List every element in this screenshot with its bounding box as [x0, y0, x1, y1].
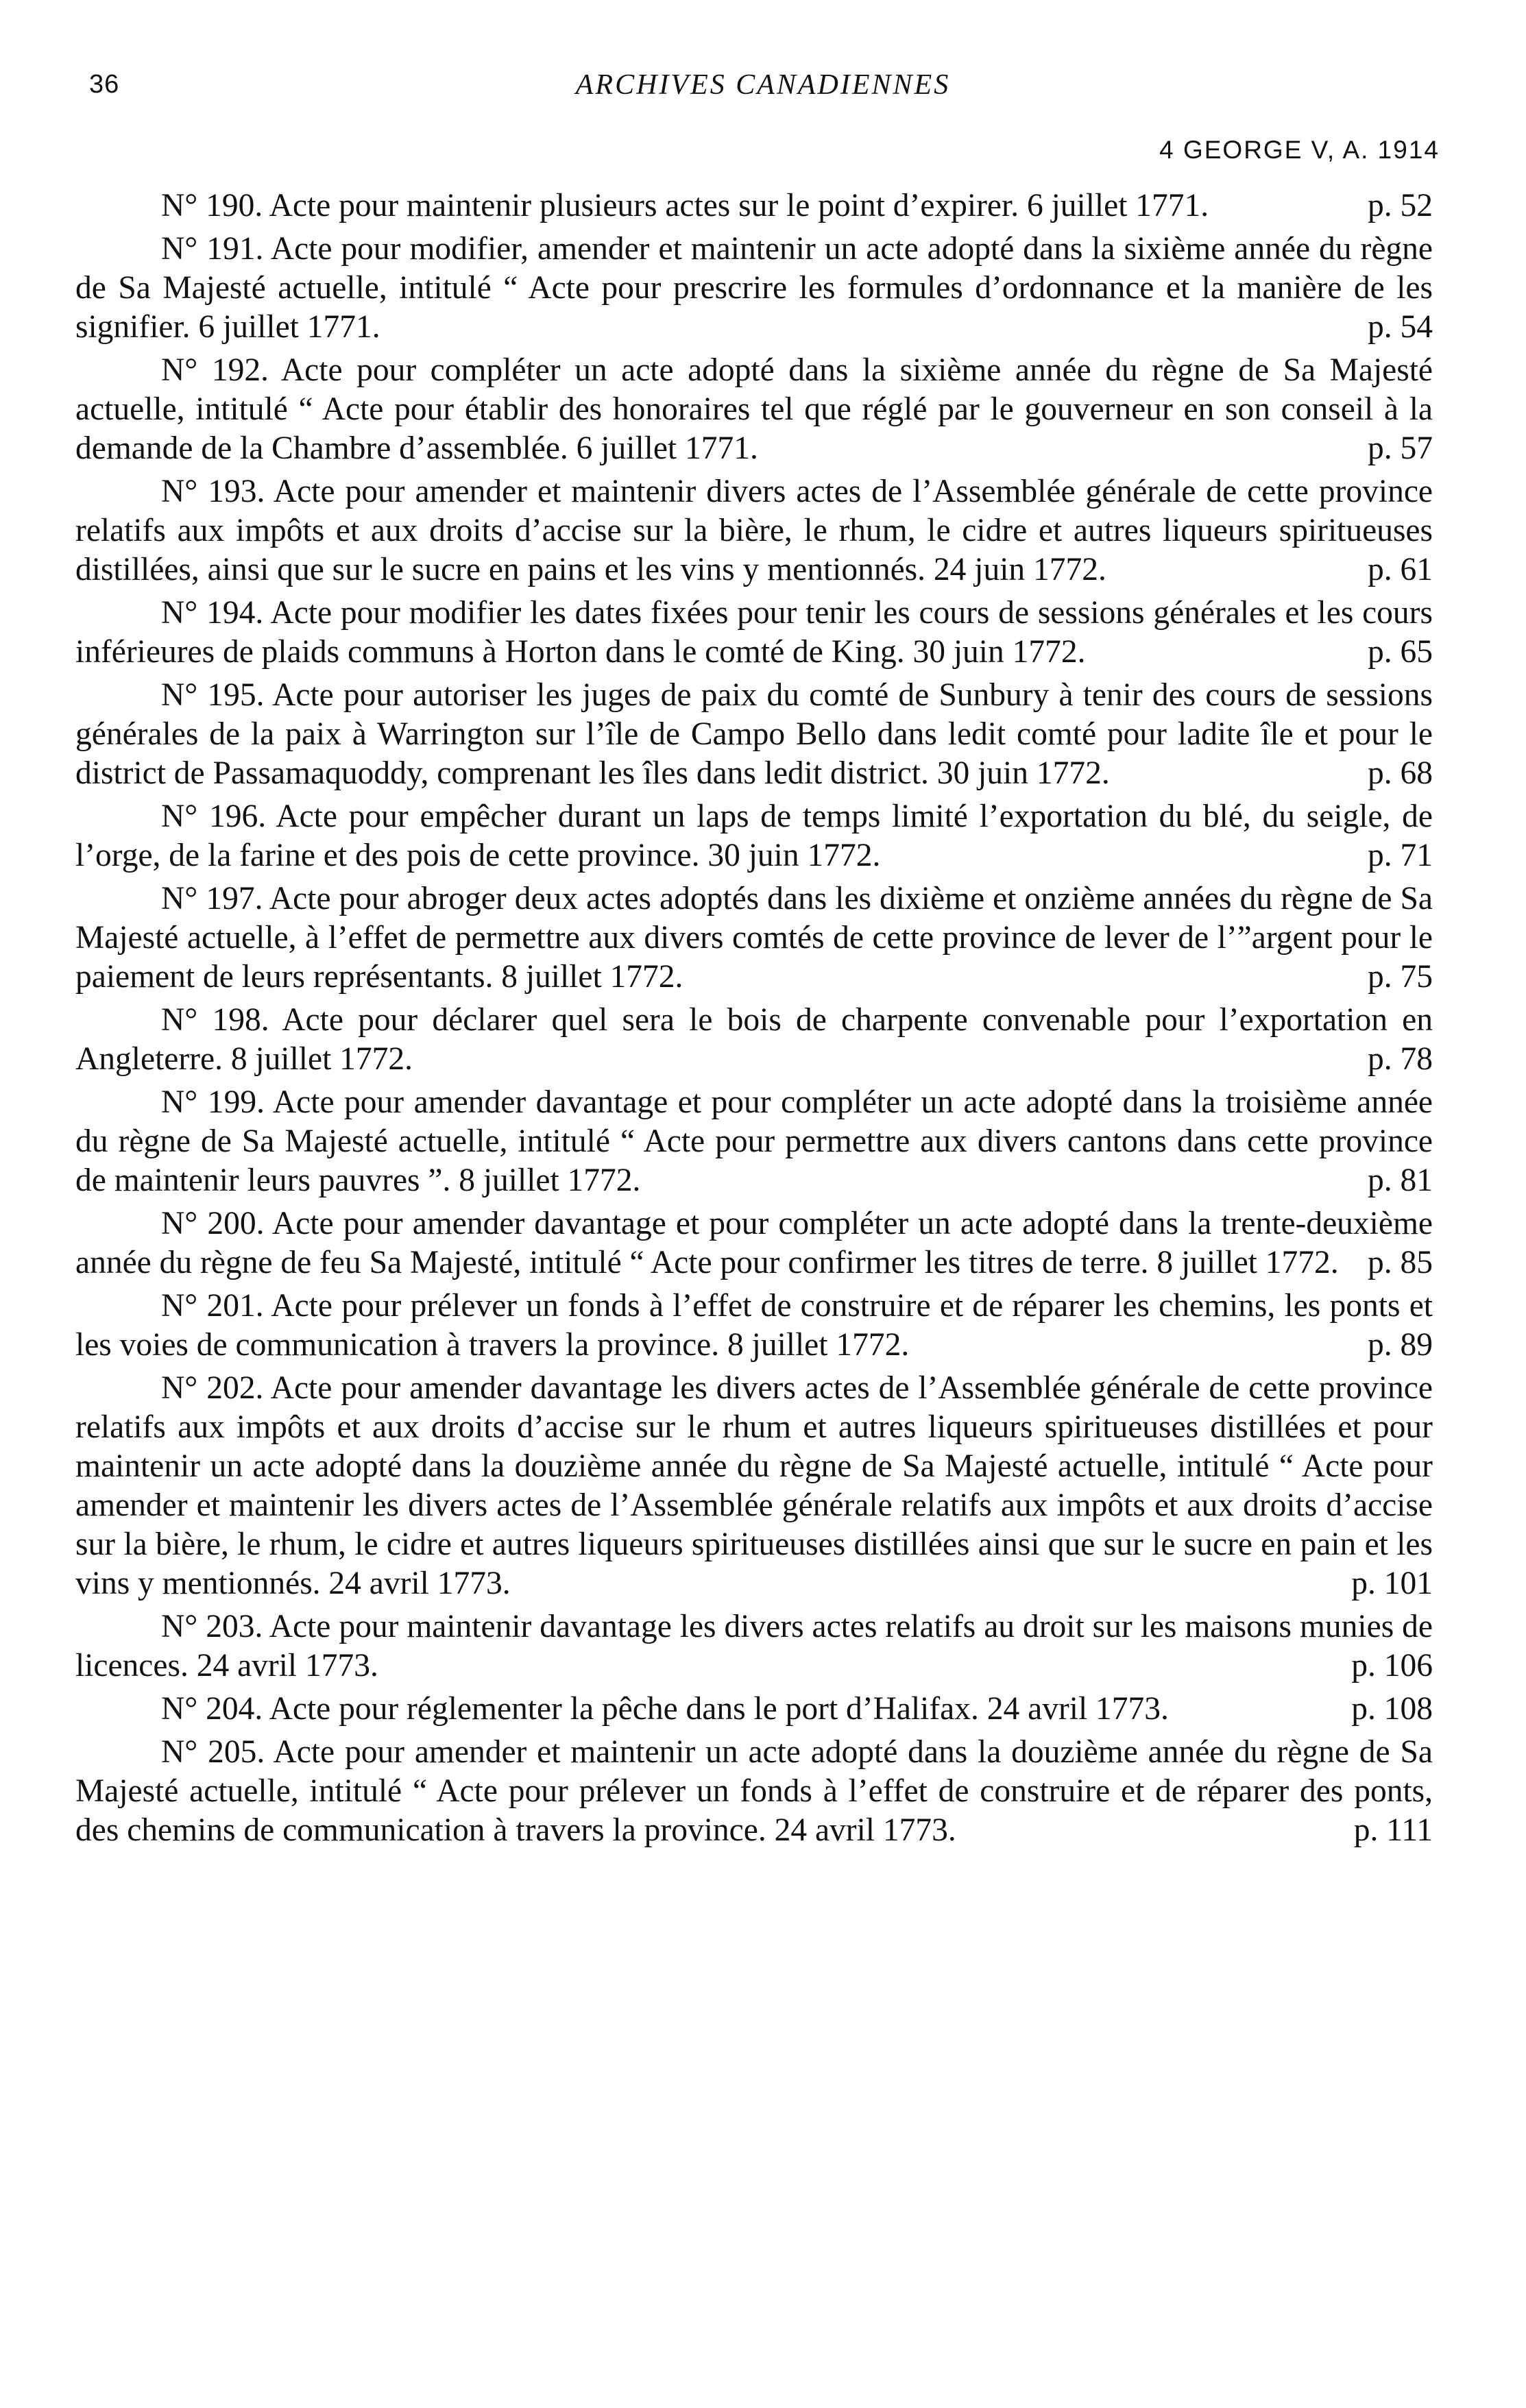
- act-entry: [75, 1607, 1433, 1686]
- act-page-reference: p. 57: [1368, 430, 1433, 466]
- act-description: Acte pour empêcher durant un laps de temps limité l’exportation du blé, du seigle, de l’orge, de la farine et des pois de cette province. 30 juin 1772.: [75, 799, 1433, 873]
- act-number: N° 197.: [161, 881, 263, 916]
- act-description: Acte pour amender davantage et pour compléter un acte adopté dans la troisième année du règne de Sa Majesté actuelle, intitulé “ Acte pour permettre aux divers cantons dans cette province de maintenir leurs pauvres ”. 8 juillet 1772.: [75, 1084, 1433, 1198]
- act-number: N° 205.: [161, 1734, 265, 1770]
- act-page-reference: p. 54: [1368, 309, 1433, 345]
- act-entry: [75, 230, 1433, 347]
- act-page-reference: p. 89: [1368, 1327, 1433, 1363]
- act-entry: [75, 1690, 1433, 1729]
- act-number: N° 190.: [161, 188, 263, 223]
- act-entry: [75, 351, 1433, 468]
- act-number: N° 204.: [161, 1691, 263, 1727]
- act-entry: [75, 676, 1433, 793]
- act-description: Acte pour amender et maintenir divers actes de l’Assemblée générale de cette province relatifs aux impôts et aux droits d’accise sur la bière, le rhum, le cidre et autres liqueurs spiritueuses distillées, ainsi que sur le sucre en pains et les vins y mentionnés. 24 juin 1772.: [75, 474, 1433, 587]
- act-page-reference: p. 65: [1368, 634, 1433, 670]
- act-description: Acte pour prélever un fonds à l’effet de construire et de réparer les chemins, les ponts et les voies de communication à travers la province. 8 juillet 1772.: [75, 1288, 1433, 1363]
- act-page-reference: p. 52: [1368, 188, 1433, 223]
- act-page-reference: p. 78: [1368, 1041, 1433, 1077]
- act-page-reference: p. 85: [1368, 1245, 1433, 1280]
- act-entry: [75, 594, 1433, 672]
- act-entry: [75, 472, 1433, 589]
- act-description: Acte pour amender davantage et pour compléter un acte adopté dans la trente-deuxième année du règne de feu Sa Majesté, intitulé “ Acte pour confirmer les titres de terre. 8 juillet 1772.: [75, 1206, 1433, 1280]
- act-description: Acte pour maintenir davantage les divers actes relatifs au droit sur les maisons munies de licences. 24 avril 1773.: [75, 1609, 1433, 1683]
- act-description: Acte pour amender et maintenir un acte adopté dans la douzième année du règne de Sa Majesté actuelle, intitulé “ Acte pour prélever un fonds à l’effet de construire et de réparer des ponts, des chemins de communication à travers la province. 24 avril 1773.: [75, 1734, 1433, 1848]
- act-number: N° 198.: [161, 1002, 269, 1038]
- act-number: N° 194.: [161, 595, 264, 631]
- act-description: Acte pour réglementer la pêche dans le port d’Halifax. 24 avril 1773.: [269, 1691, 1169, 1727]
- running-title: ARCHIVES CANADIENNES: [575, 69, 951, 101]
- act-entry: [75, 1733, 1433, 1850]
- act-entry: [75, 1001, 1433, 1079]
- act-description: Acte pour amender davantage les divers actes de l’Assemblée générale de cette province relatifs aux impôts et aux droits d’accise sur le rhum et autres liqueurs spiritueuses distillées et pour maintenir un acte adopté dans la douzième année du règne de Sa Majesté actuelle, intitulé “ Acte pour amender et maintenir les divers actes de l’Assemblée générale relatifs aux impôts et aux droits d’accise sur la bière, le rhum, le cidre et autres liqueurs spiritueuses distillées ainsi que sur le sucre en pain et les vins y mentionnés. 24 avril 1773.: [75, 1370, 1433, 1601]
- act-number: N° 191.: [161, 231, 264, 267]
- act-entry: [75, 1287, 1433, 1365]
- act-number: N° 199.: [161, 1084, 265, 1120]
- act-description: Acte pour autoriser les juges de paix du comté de Sunbury à tenir des cours de sessions générales de la paix à Warrington sur l’île de Campo Bello dans ledit comté pour ladite île et pour le district de Passamaquoddy, comprenant les îles dans ledit district. 30 juin 1772.: [75, 677, 1433, 791]
- act-entry: [75, 797, 1433, 875]
- act-number: N° 202.: [161, 1370, 264, 1406]
- act-entry: [75, 1083, 1433, 1200]
- act-entry: [75, 879, 1433, 997]
- act-page-reference: p. 61: [1368, 552, 1433, 587]
- act-entry: [75, 186, 1433, 226]
- act-description: Acte pour abroger deux actes adoptés dans les dixième et onzième années du règne de Sa Majesté actuelle, à l’effet de permettre aux divers comtés de cette province de lever de l’”argent pour le paiement de leurs représentants. 8 juillet 1772.: [75, 881, 1433, 995]
- act-entry: [75, 1204, 1433, 1282]
- act-description: Acte pour déclarer quel sera le bois de charpente convenable pour l’exportation en Angleterre. 8 juillet 1772.: [75, 1002, 1433, 1077]
- act-list: [75, 186, 1433, 1854]
- act-description: Acte pour modifier les dates fixées pour tenir les cours de sessions générales et les cours inférieures de plaids communs à Horton dans le comté de King. 30 juin 1772.: [75, 595, 1433, 670]
- act-page-reference: p. 71: [1368, 838, 1433, 873]
- act-page-reference: p. 108: [1351, 1691, 1433, 1727]
- act-entry: [75, 1369, 1433, 1603]
- act-page-reference: p. 81: [1368, 1163, 1433, 1198]
- act-page-reference: p. 111: [1353, 1812, 1433, 1848]
- act-number: N° 200.: [161, 1206, 265, 1241]
- page-number: 36: [89, 70, 120, 99]
- act-number: N° 192.: [161, 352, 269, 388]
- act-description: Acte pour modifier, amender et maintenir un acte adopté dans la sixième année du règne de Sa Majesté actuelle, intitulé “ Acte pour prescrire les formules d’ordonnance et la manière de les signifier. 6 juillet 1771.: [75, 231, 1433, 345]
- act-description: Acte pour compléter un acte adopté dans la sixième année du règne de Sa Majesté actuelle, intitulé “ Acte pour établir des honoraires tel que réglé par le gouverneur en son conseil à la demande de la Chambre d’assemblée. 6 juillet 1771.: [75, 352, 1433, 466]
- act-number: N° 195.: [161, 677, 265, 713]
- act-number: N° 193.: [161, 474, 265, 509]
- act-page-reference: p. 68: [1368, 755, 1433, 791]
- act-page-reference: p. 106: [1351, 1648, 1433, 1683]
- act-number: N° 203.: [161, 1609, 263, 1644]
- act-number: N° 201.: [161, 1288, 264, 1324]
- act-number: N° 196.: [161, 799, 267, 834]
- act-page-reference: p. 101: [1351, 1566, 1433, 1601]
- act-page-reference: p. 75: [1368, 959, 1433, 995]
- session-reference: 4 GEORGE V, A. 1914: [1159, 136, 1440, 164]
- act-description: Acte pour maintenir plusieurs actes sur le point d’expirer. 6 juillet 1771.: [269, 188, 1209, 223]
